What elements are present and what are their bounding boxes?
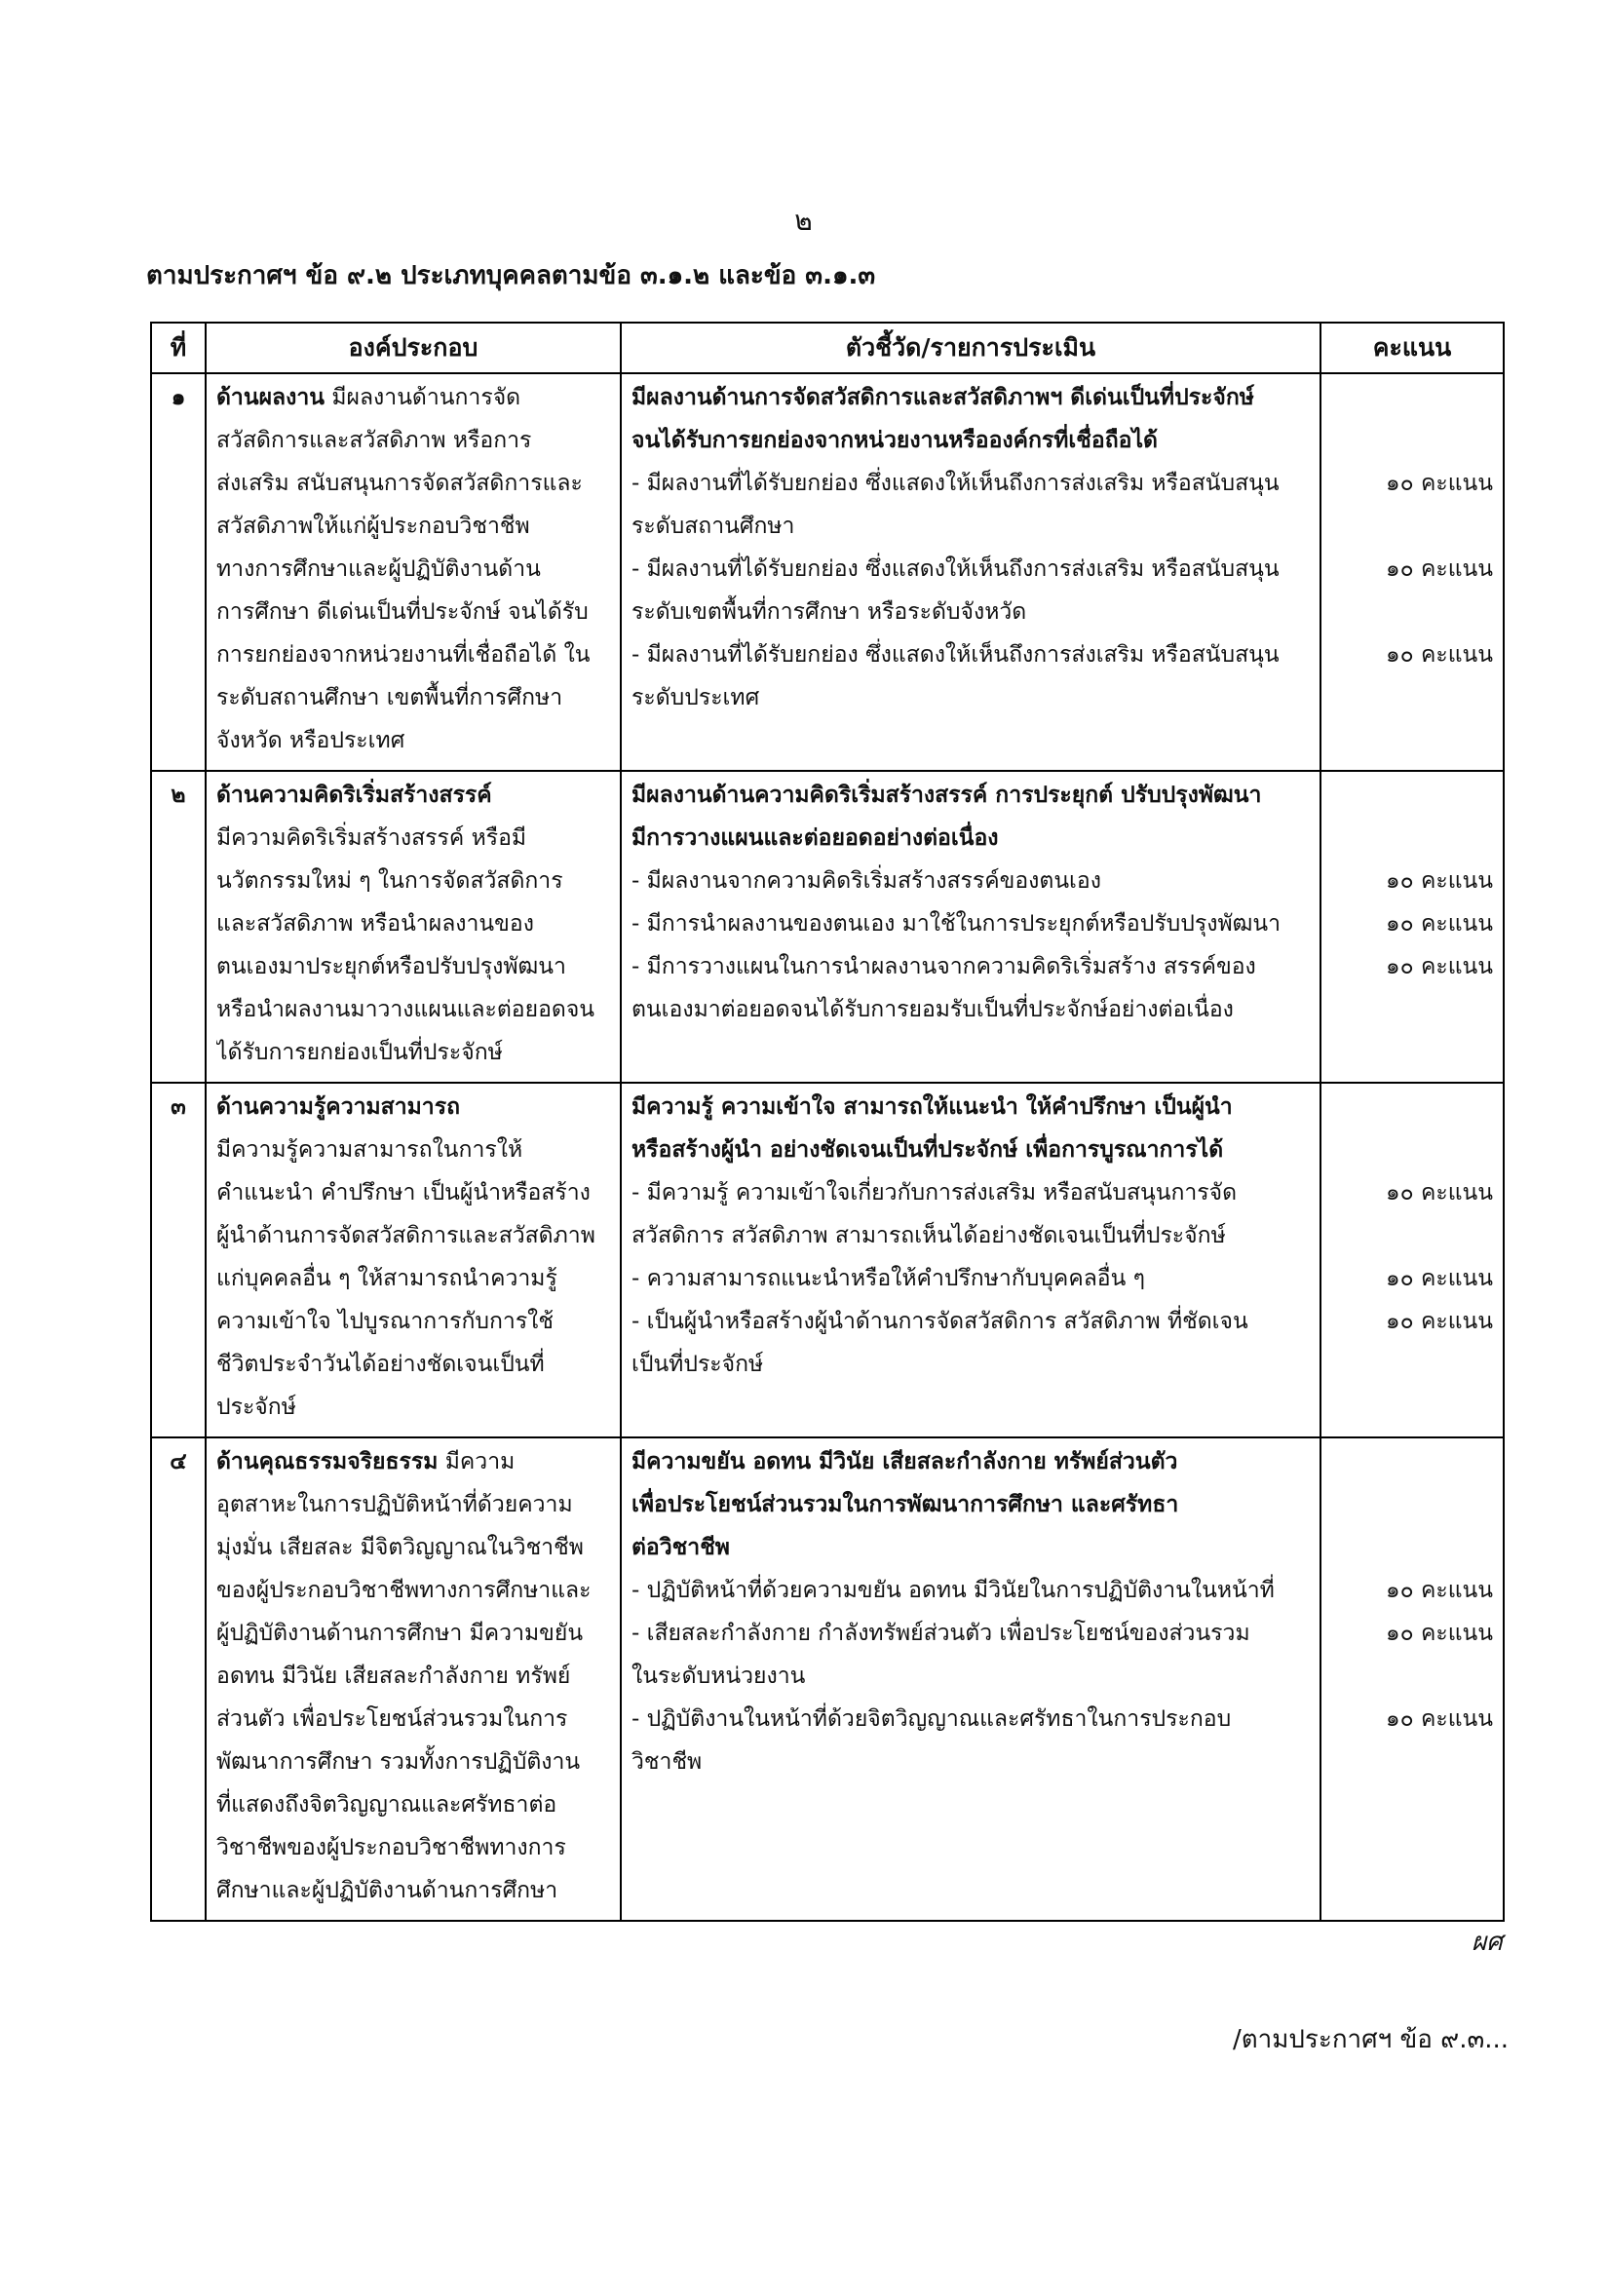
component-cell: [206, 1437, 621, 1921]
score-cell: [1320, 1437, 1504, 1921]
score-value: ๑๐ คะแนน: [1386, 642, 1493, 668]
score-value: ๑๐ คะแนน: [1386, 868, 1493, 894]
indicator-item: เป็นที่ประจักษ์: [631, 1352, 764, 1377]
table-row: [151, 1083, 1504, 1437]
header-indicator: ตัวชี้วัด/รายการประเมิน: [621, 323, 1320, 373]
component-line: และสวัสดิภาพ หรือนำผลงานของ: [216, 911, 534, 937]
component-line: สวัสดิภาพให้แก่ผู้ประกอบวิชาชีพ: [216, 514, 530, 539]
header-component: องค์ประกอบ: [206, 323, 621, 373]
component-line: วิชาชีพของผู้ประกอบวิชาชีพทางการ: [216, 1835, 566, 1860]
indicator-item: - ความสามารถแนะนำหรือให้คำปรึกษากับบุคคลอื่น ๆ: [631, 1266, 1146, 1291]
score-value: ๑๐ คะแนน: [1386, 1706, 1493, 1732]
indicator-item: - เป็นผู้นำหรือสร้างผู้นำด้านการจัดสวัสดิการ สวัสดิภาพ ที่ชัดเจน: [631, 1309, 1248, 1334]
component-line: ได้รับการยกย่องเป็นที่ประจักษ์: [216, 1040, 503, 1065]
score-value: ๑๐ คะแนน: [1386, 1309, 1493, 1334]
component-line: ชีวิตประจำวันได้อย่างชัดเจนเป็นที่: [216, 1352, 545, 1377]
indicator-head: มีผลงานด้านความคิดริเริ่มสร้างสรรค์ การประยุกต์ ปรับปรุงพัฒนา: [631, 783, 1262, 808]
indicator-cell: [621, 373, 1320, 771]
indicator-cell: [621, 771, 1320, 1083]
indicator-item: - มีผลงานที่ได้รับยกย่อง ซึ่งแสดงให้เห็นถึงการส่งเสริม หรือสนับสนุน: [631, 556, 1280, 582]
score-value: ๑๐ คะแนน: [1386, 1266, 1493, 1291]
component-cell: [206, 1083, 621, 1437]
component-title: ด้านความคิดริเริ่มสร้างสรรค์: [216, 783, 492, 808]
component-title: ด้านคุณธรรมจริยธรรม: [216, 1449, 439, 1474]
score-value: ๑๐ คะแนน: [1386, 1621, 1493, 1646]
component-line: หรือนำผลงานมาวางแผนและต่อยอดจน: [216, 997, 595, 1022]
component-line: ระดับสถานศึกษา เขตพื้นที่การศึกษา: [216, 685, 563, 710]
indicator-item: - มีผลงานจากความคิดริเริ่มสร้างสรรค์ของตนเอง: [631, 868, 1101, 894]
component-line: ผู้ปฏิบัติงานด้านการศึกษา มีความขยัน: [216, 1621, 584, 1646]
indicator-item: ระดับสถานศึกษา: [631, 514, 795, 539]
component-title: ด้านความรู้ความสามารถ: [216, 1094, 460, 1120]
indicator-item: - มีผลงานที่ได้รับยกย่อง ซึ่งแสดงให้เห็นถึงการส่งเสริม หรือสนับสนุน: [631, 642, 1280, 668]
indicator-item: - มีความรู้ ความเข้าใจเกี่ยวกับการส่งเสริม หรือสนับสนุนการจัด: [631, 1180, 1238, 1205]
component-line: นวัตกรรมใหม่ ๆ ในการจัดสวัสดิการ: [216, 868, 563, 894]
component-line: อุตสาหะในการปฏิบัติหน้าที่ด้วยความ: [216, 1492, 573, 1517]
header-no: ที่: [151, 323, 206, 373]
evaluation-table: [150, 322, 1505, 1922]
component-line: ที่แสดงถึงจิตวิญญาณและศรัทธาต่อ: [216, 1792, 557, 1818]
score-value: ๑๐ คะแนน: [1386, 556, 1493, 582]
score-value: ๑๐ คะแนน: [1386, 471, 1493, 496]
indicator-head: มีการวางแผนและต่อยอดอย่างต่อเนื่อง: [631, 825, 999, 851]
component-line: มีความรู้ความสามารถในการให้: [216, 1137, 523, 1163]
component-cell: [206, 373, 621, 771]
table-header-row: [151, 323, 1504, 373]
indicator-item: ตนเองมาต่อยอดจนได้รับการยอมรับเป็นที่ประจักษ์อย่างต่อเนื่อง: [631, 997, 1234, 1022]
indicator-head: มีความรู้ ความเข้าใจ สามารถให้แนะนำ ให้คำปรึกษา เป็นผู้นำ: [631, 1094, 1233, 1120]
component-line: การยกย่องจากหน่วยงานที่เชื่อถือได้ ใน: [216, 642, 591, 668]
component-cell: [206, 771, 621, 1083]
indicator-item: - มีการวางแผนในการนำผลงานจากความคิดริเริ่มสร้าง สรรค์ของ: [631, 954, 1256, 979]
header-score: คะแนน: [1320, 323, 1504, 373]
component-line: ศึกษาและผู้ปฏิบัติงานด้านการศึกษา: [216, 1878, 558, 1903]
component-line: ตนเองมาประยุกต์หรือปรับปรุงพัฒนา: [216, 954, 566, 979]
indicator-item: - เสียสละกำลังกาย กำลังทรัพย์ส่วนตัว เพื่อประโยชน์ของส่วนรวม: [631, 1621, 1250, 1646]
score-value: ๑๐ คะแนน: [1386, 1180, 1493, 1205]
component-line: มุ่งมั่น เสียสละ มีจิตวิญญาณในวิชาชีพ: [216, 1535, 584, 1560]
component-line: ประจักษ์: [216, 1395, 296, 1420]
score-cell: [1320, 771, 1504, 1083]
component-line: ทางการศึกษาและผู้ปฏิบัติงานด้าน: [216, 556, 541, 582]
indicator-cell: [621, 1437, 1320, 1921]
component-line: พัฒนาการศึกษา รวมทั้งการปฏิบัติงาน: [216, 1749, 581, 1775]
page-number: ๒: [794, 205, 813, 237]
row-number: ๔: [151, 1437, 206, 1921]
score-cell: [1320, 1083, 1504, 1437]
indicator-item: - มีผลงานที่ได้รับยกย่อง ซึ่งแสดงให้เห็นถึงการส่งเสริม หรือสนับสนุน: [631, 471, 1280, 496]
indicator-item: วิชาชีพ: [631, 1749, 703, 1775]
indicator-item: - ปฏิบัติหน้าที่ด้วยความขยัน อดทน มีวินัยในการปฏิบัติงานในหน้าที่: [631, 1578, 1275, 1603]
component-line: อดทน มีวินัย เสียสละกำลังกาย ทรัพย์: [216, 1664, 571, 1689]
component-line: ผู้นำด้านการจัดสวัสดิการและสวัสดิภาพ: [216, 1223, 595, 1248]
component-line: แก่บุคคลอื่น ๆ ให้สามารถนำความรู้: [216, 1266, 557, 1291]
score-cell: [1320, 373, 1504, 771]
component-line: มีผลงานด้านการจัด: [325, 385, 521, 410]
component-line: ส่วนตัว เพื่อประโยชน์ส่วนรวมในการ: [216, 1706, 568, 1732]
table-row: [151, 1437, 1504, 1921]
indicator-item: - มีการนำผลงานของตนเอง มาใช้ในการประยุกต์หรือปรับปรุงพัฒนา: [631, 911, 1282, 937]
indicator-head: ต่อวิชาชีพ: [631, 1535, 730, 1560]
signature: ผศ: [1472, 1928, 1503, 1957]
component-line: คำแนะนำ คำปรึกษา เป็นผู้นำหรือสร้าง: [216, 1180, 591, 1205]
score-value: ๑๐ คะแนน: [1386, 911, 1493, 937]
indicator-head: มีความขยัน อดทน มีวินัย เสียสละกำลังกาย ทรัพย์ส่วนตัว: [631, 1449, 1178, 1474]
score-value: ๑๐ คะแนน: [1386, 1578, 1493, 1603]
document-heading: ตามประกาศฯ ข้อ ๙.๒ ประเภทบุคคลตามข้อ ๓.๑.๒ และข้อ ๓.๑.๓: [146, 261, 876, 290]
table-row: [151, 373, 1504, 771]
component-line: ส่งเสริม สนับสนุนการจัดสวัสดิการและ: [216, 471, 583, 496]
continuation-reference: /ตามประกาศฯ ข้อ ๙.๓...: [1233, 2025, 1510, 2054]
row-number: ๒: [151, 771, 206, 1083]
indicator-item: ระดับประเทศ: [631, 685, 760, 710]
component-line: การศึกษา ดีเด่นเป็นที่ประจักษ์ จนได้รับ: [216, 599, 589, 625]
component-line: ของผู้ประกอบวิชาชีพทางการศึกษาและ: [216, 1578, 592, 1603]
component-line: มีความคิดริเริ่มสร้างสรรค์ หรือมี: [216, 825, 527, 851]
indicator-item: - ปฏิบัติงานในหน้าที่ด้วยจิตวิญญาณและศรัทธาในการประกอบ: [631, 1706, 1232, 1732]
indicator-head: หรือสร้างผู้นำ อย่างชัดเจนเป็นที่ประจักษ์ เพื่อการบูรณาการได้: [631, 1137, 1224, 1163]
indicator-item: ระดับเขตพื้นที่การศึกษา หรือระดับจังหวัด: [631, 599, 1027, 625]
indicator-head: มีผลงานด้านการจัดสวัสดิการและสวัสดิภาพฯ ดีเด่นเป็นที่ประจักษ์: [631, 385, 1254, 410]
indicator-item: สวัสดิการ สวัสดิภาพ สามารถเห็นได้อย่างชัดเจนเป็นที่ประจักษ์: [631, 1223, 1226, 1248]
indicator-head: จนได้รับการยกย่องจากหน่วยงานหรือองค์กรที่เชื่อถือได้: [631, 428, 1158, 453]
component-title: ด้านผลงาน: [216, 385, 325, 410]
indicator-item: ในระดับหน่วยงาน: [631, 1664, 806, 1689]
component-line: สวัสดิการและสวัสดิภาพ หรือการ: [216, 428, 532, 453]
indicator-cell: [621, 1083, 1320, 1437]
component-line: มีความ: [438, 1449, 516, 1474]
indicator-head: เพื่อประโยชน์ส่วนรวมในการพัฒนาการศึกษา และศรัทธา: [631, 1492, 1179, 1517]
row-number: ๓: [151, 1083, 206, 1437]
score-value: ๑๐ คะแนน: [1386, 954, 1493, 979]
row-number: ๑: [151, 373, 206, 771]
component-line: ความเข้าใจ ไปบูรณาการกับการใช้: [216, 1309, 555, 1334]
table-row: [151, 771, 1504, 1083]
component-line: จังหวัด หรือประเทศ: [216, 728, 405, 753]
